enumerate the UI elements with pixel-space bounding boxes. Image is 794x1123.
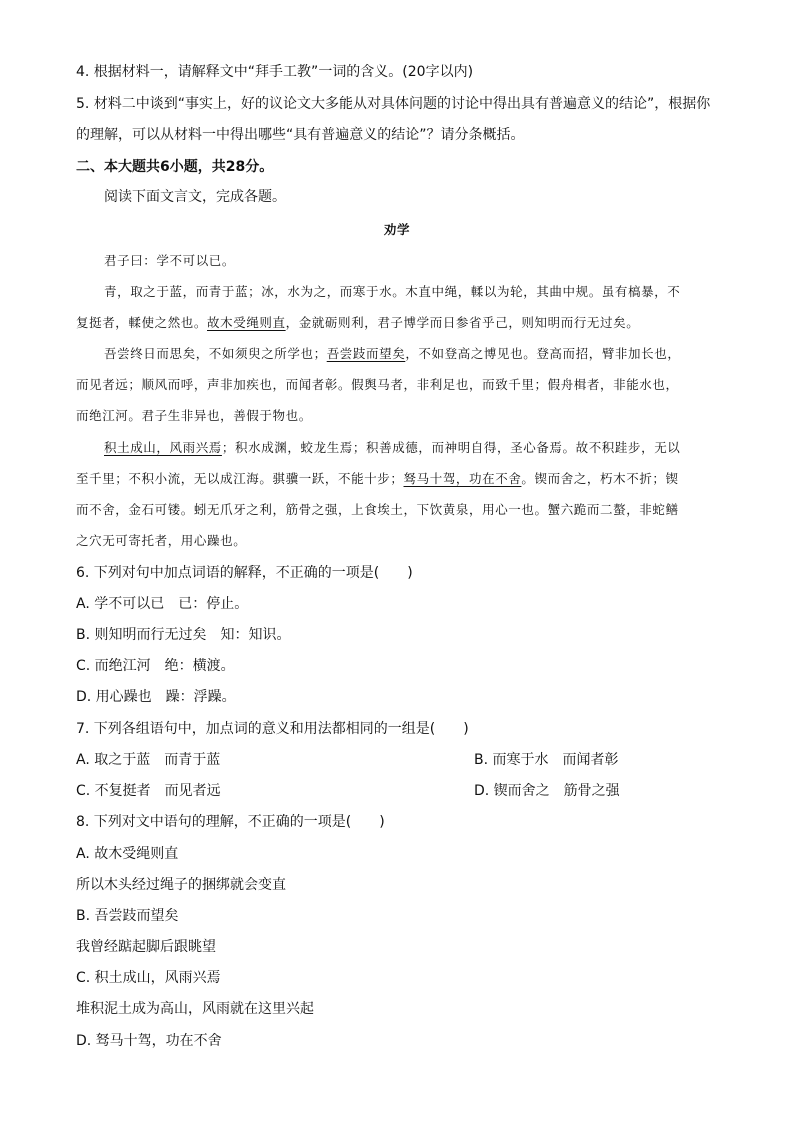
question-7-option-d: D. 锲而舍之 筋骨之强 [474,783,620,799]
question-6-option-a: A. 学不可以已 已：停止。 [76,596,249,612]
question-6-option-c: C. 而绝江河 绝：横渡。 [76,658,235,674]
passage-p3-line-1: 吾尝终日而思矣，不如须臾之所学也；吾尝跂而望矣，不如登高之博见也。登高而招，臂非加长也， [104,346,681,361]
question-8-option-a: A. 故木受绳则直 [76,846,179,862]
question-6-stem: 6. 下列对句中加点词语的解释，不正确的一项是( ) [76,565,413,581]
section-heading: 二、本大题共6小题，共28分。 [76,159,274,175]
passage-p4-line-3: 而不舍，金石可镂。蚓无爪牙之利，筋骨之强，上食埃土，下饮黄泉，用心一也。蟹六跪而二螯，非蛇鳝 [76,502,679,517]
passage-p4-line-1: 积土成山，风雨兴焉；积水成渊，蛟龙生焉；积善成德，而神明自得，圣心备焉。故不积跬步，无以 [104,440,681,455]
question-7-row-2 [76,780,734,802]
passage-title: 劝学 [383,222,411,237]
passage-p2-line-2: 复挺者，輮使之然也。故木受绳则直，金就砺则利，君子博学而日参省乎己，则知明而行无过矣。 [76,315,640,330]
question-7-option-b: B. 而寒于水 而闻者彰 [474,752,619,768]
passage-p4-line-4: 之穴无可寄托者，用心躁也。 [76,533,247,548]
passage-p3-line-2: 而见者远；顺风而呼，声非加疾也，而闻者彰。假舆马者，非利足也，而致千里；假舟楫者，非能水也， [76,377,679,392]
underlined-phrase: 积土成山，风雨兴焉 [104,440,222,455]
question-6-option-d: D. 用心躁也 躁：浮躁。 [76,689,236,705]
underlined-phrase: 吾尝跂而望矣 [326,346,406,361]
question-8-option-a-explanation: 所以木头经过绳子的捆绑就会变直 [76,877,286,893]
question-8-option-b: B. 吾尝跂而望矣 [76,908,179,924]
underlined-phrase: 故木受绳则直 [207,315,286,330]
passage-p3-line-3: 而绝江河。君子生非异也，善假于物也。 [76,408,312,423]
question-8-option-d: D. 驽马十驾，功在不舍 [76,1033,222,1049]
passage-p2-line-1: 青，取之于蓝，而青于蓝；冰，水为之，而寒于水。木直中绳，輮以为轮，其曲中规。虽有槁暴，不 [104,284,681,299]
underlined-phrase: 驽马十驾，功在不舍 [403,471,522,486]
instruction: 阅读下面文言文，完成各题。 [104,189,286,205]
question-5-line-1: 5. 材料二中谈到“事实上，好的议论文大多能从对具体问题的讨论中得出具有普遍意义的结论”，根据你 [76,96,711,112]
question-7-option-c: C. 不复挺者 而见者远 [76,783,221,799]
question-7-option-a: A. 取之于蓝 而青于蓝 [76,752,221,768]
question-8-option-c: C. 积土成山，风雨兴焉 [76,970,221,986]
passage-p4-line-2: 至千里；不积小流，无以成江海。骐骥一跃，不能十步；驽马十驾，功在不舍。锲而舍之，朽木不折；锲 [76,471,679,486]
question-8-option-c-explanation: 堆积泥土成为高山，风雨就在这里兴起 [76,1001,314,1017]
question-5-line-2: 的理解，可以从材料一中得出哪些“具有普遍意义的结论”？请分条概括。 [76,127,525,143]
passage-p1: 君子曰：学不可以已。 [104,253,236,268]
question-7-stem: 7. 下列各组语句中，加点词的意义和用法都相同的一组是( ) [76,721,469,737]
question-7-row-1 [76,749,734,771]
question-8-stem: 8. 下列对文中语句的理解，不正确的一项是( ) [76,814,385,830]
question-6-option-b: B. 则知明而行无过矣 知：知识。 [76,627,291,643]
question-4: 4. 根据材料一，请解释文中“拜手工教”一词的含义。(20字以内) [76,64,474,80]
question-8-option-b-explanation: 我曾经踮起脚后跟眺望 [76,939,216,955]
